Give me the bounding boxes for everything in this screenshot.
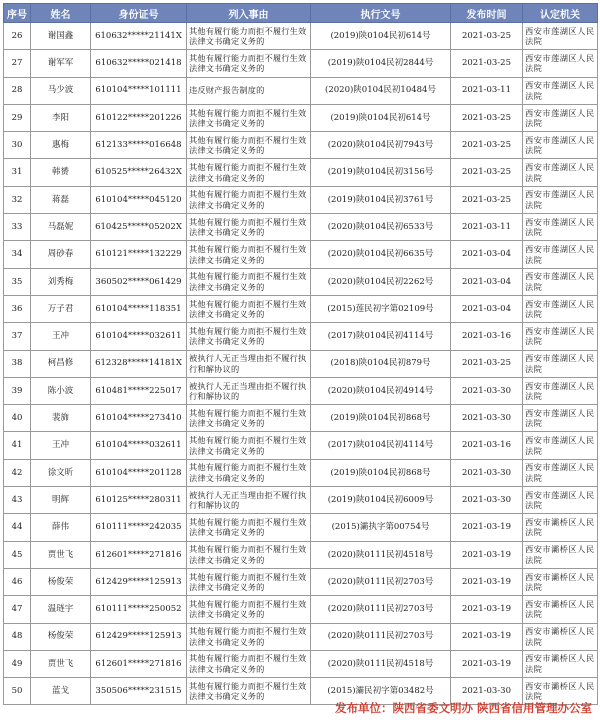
cell-name: 王冲	[31, 323, 91, 350]
cell-authority: 西安市莲湖区人民法院	[523, 350, 598, 377]
table-row	[4, 350, 598, 377]
header-case-number: 执行文号	[311, 4, 451, 23]
cell-index: 50	[4, 678, 31, 705]
cell-authority: 西安市莲湖区人民法院	[523, 432, 598, 459]
cell-reason: 其他有履行能力而拒不履行生效法律文书确定义务的	[187, 186, 311, 213]
cell-id-number: 610104*****045120	[91, 186, 187, 213]
cell-case-number: (2020)陕0104民初10484号	[311, 77, 451, 104]
cell-publish-date: 2021-03-19	[451, 514, 523, 541]
cell-name: 周砂春	[31, 241, 91, 268]
cell-index: 40	[4, 405, 31, 432]
cell-authority: 西安市莲湖区人民法院	[523, 405, 598, 432]
cell-authority: 西安市莲湖区人民法院	[523, 241, 598, 268]
cell-id-number: 612601*****271816	[91, 650, 187, 677]
cell-id-number: 610122*****201226	[91, 104, 187, 131]
cell-name: 谢国鑫	[31, 23, 91, 50]
cell-case-number: (2019)陕0104民初6009号	[311, 487, 451, 514]
cell-reason: 其他有履行能力而拒不履行生效法律文书确定义务的	[187, 432, 311, 459]
cell-id-number: 350506*****231515	[91, 678, 187, 705]
table-row	[4, 132, 598, 159]
table-row	[4, 77, 598, 104]
header-index: 序号	[4, 4, 31, 23]
cell-case-number: (2020)陕0104民初2262号	[311, 268, 451, 295]
table-row	[4, 214, 598, 241]
cell-authority: 西安市莲湖区人民法院	[523, 132, 598, 159]
cell-case-number: (2020)陕0104民初6635号	[311, 241, 451, 268]
cell-authority: 西安市莲湖区人民法院	[523, 459, 598, 486]
cell-name: 徐文昕	[31, 459, 91, 486]
cell-publish-date: 2021-03-04	[451, 241, 523, 268]
cell-id-number: 612429*****125913	[91, 568, 187, 595]
table-row	[4, 50, 598, 77]
cell-id-number: 610104*****201128	[91, 459, 187, 486]
cell-name: 马磊妮	[31, 214, 91, 241]
table-row	[4, 159, 598, 186]
cell-index: 49	[4, 650, 31, 677]
cell-reason: 被执行人无正当理由拒不履行执行和解协议的	[187, 377, 311, 404]
cell-index: 35	[4, 268, 31, 295]
cell-id-number: 612601*****271816	[91, 541, 187, 568]
cell-publish-date: 2021-03-19	[451, 568, 523, 595]
cell-id-number: 612429*****125913	[91, 623, 187, 650]
cell-name: 陈小波	[31, 377, 91, 404]
table-row	[4, 459, 598, 486]
cell-authority: 西安市莲湖区人民法院	[523, 159, 598, 186]
cell-name: 贾世飞	[31, 541, 91, 568]
cell-case-number: (2019)陕0104民初2844号	[311, 50, 451, 77]
cell-reason: 其他有履行能力而拒不履行生效法律文书确定义务的	[187, 568, 311, 595]
cell-name: 马少波	[31, 77, 91, 104]
cell-index: 36	[4, 295, 31, 322]
table-row	[4, 104, 598, 131]
cell-id-number: 610481*****225017	[91, 377, 187, 404]
cell-publish-date: 2021-03-25	[451, 159, 523, 186]
publisher-footer: 发布单位：陕西省委文明办 陕西省信用管理办公室	[334, 701, 592, 715]
cell-id-number: 610104*****101111	[91, 77, 187, 104]
table-row	[4, 377, 598, 404]
cell-authority: 西安市莲湖区人民法院	[523, 268, 598, 295]
table-header-row	[4, 4, 598, 23]
cell-name: 温琏宇	[31, 596, 91, 623]
cell-name: 薛伟	[31, 514, 91, 541]
table-row	[4, 323, 598, 350]
cell-authority: 西安市莲湖区人民法院	[523, 104, 598, 131]
cell-authority: 西安市莲湖区人民法院	[523, 186, 598, 213]
cell-index: 46	[4, 568, 31, 595]
cell-index: 37	[4, 323, 31, 350]
cell-case-number: (2015)灞执字第00754号	[311, 514, 451, 541]
table-row	[4, 432, 598, 459]
cell-index: 38	[4, 350, 31, 377]
cell-reason: 违反财产报告制度的	[187, 77, 311, 104]
cell-index: 44	[4, 514, 31, 541]
cell-id-number: 610425*****05202X	[91, 214, 187, 241]
table-row	[4, 514, 598, 541]
cell-index: 39	[4, 377, 31, 404]
dishonest-list-table-container	[3, 3, 597, 705]
cell-publish-date: 2021-03-25	[451, 132, 523, 159]
table-row	[4, 295, 598, 322]
header-publish-date: 发布时间	[451, 4, 523, 23]
cell-reason: 其他有履行能力而拒不履行生效法律文书确定义务的	[187, 405, 311, 432]
table-row	[4, 405, 598, 432]
cell-case-number: (2020)陕0104民初7943号	[311, 132, 451, 159]
cell-id-number: 360502*****061429	[91, 268, 187, 295]
cell-reason: 其他有履行能力而拒不履行生效法律文书确定义务的	[187, 514, 311, 541]
cell-reason: 其他有履行能力而拒不履行生效法律文书确定义务的	[187, 678, 311, 705]
cell-id-number: 610632*****021418	[91, 50, 187, 77]
cell-name: 蓝戈	[31, 678, 91, 705]
cell-name: 刘秀梅	[31, 268, 91, 295]
cell-name: 柯昌修	[31, 350, 91, 377]
cell-id-number: 610121*****132229	[91, 241, 187, 268]
cell-id-number: 610104*****273410	[91, 405, 187, 432]
cell-authority: 西安市莲湖区人民法院	[523, 77, 598, 104]
cell-publish-date: 2021-03-19	[451, 596, 523, 623]
cell-reason: 其他有履行能力而拒不履行生效法律文书确定义务的	[187, 623, 311, 650]
cell-index: 48	[4, 623, 31, 650]
cell-case-number: (2018)陕0104民初879号	[311, 350, 451, 377]
cell-index: 45	[4, 541, 31, 568]
cell-publish-date: 2021-03-30	[451, 405, 523, 432]
cell-case-number: (2019)陕0104民初3156号	[311, 159, 451, 186]
header-name: 姓名	[31, 4, 91, 23]
cell-name: 贾世飞	[31, 650, 91, 677]
cell-id-number: 610104*****118351	[91, 295, 187, 322]
cell-authority: 西安市莲湖区人民法院	[523, 295, 598, 322]
cell-publish-date: 2021-03-25	[451, 50, 523, 77]
cell-publish-date: 2021-03-25	[451, 186, 523, 213]
cell-index: 41	[4, 432, 31, 459]
cell-case-number: (2019)陕0104民初3761号	[311, 186, 451, 213]
cell-reason: 其他有履行能力而拒不履行生效法律文书确定义务的	[187, 104, 311, 131]
cell-id-number: 612133*****016648	[91, 132, 187, 159]
cell-reason: 其他有履行能力而拒不履行生效法律文书确定义务的	[187, 214, 311, 241]
cell-case-number: (2019)陕0104民初868号	[311, 459, 451, 486]
cell-id-number: 610125*****280311	[91, 487, 187, 514]
cell-name: 李阳	[31, 104, 91, 131]
cell-name: 蒋磊	[31, 186, 91, 213]
cell-publish-date: 2021-03-11	[451, 77, 523, 104]
table-row	[4, 596, 598, 623]
table-row	[4, 541, 598, 568]
cell-case-number: (2017)陕0104民初4114号	[311, 323, 451, 350]
table-row	[4, 487, 598, 514]
cell-reason: 其他有履行能力而拒不履行生效法律文书确定义务的	[187, 650, 311, 677]
cell-id-number: 612328*****14181X	[91, 350, 187, 377]
cell-id-number: 610104*****032611	[91, 323, 187, 350]
cell-reason: 其他有履行能力而拒不履行生效法律文书确定义务的	[187, 23, 311, 50]
cell-publish-date: 2021-03-25	[451, 23, 523, 50]
table-row	[4, 241, 598, 268]
cell-reason: 其他有履行能力而拒不履行生效法律文书确定义务的	[187, 295, 311, 322]
cell-authority: 西安市莲湖区人民法院	[523, 50, 598, 77]
cell-authority: 西安市莲湖区人民法院	[523, 23, 598, 50]
cell-reason: 其他有履行能力而拒不履行生效法律文书确定义务的	[187, 459, 311, 486]
cell-reason: 其他有履行能力而拒不履行生效法律文书确定义务的	[187, 241, 311, 268]
cell-reason: 其他有履行能力而拒不履行生效法律文书确定义务的	[187, 323, 311, 350]
cell-authority: 西安市灞桥区人民法院	[523, 650, 598, 677]
cell-publish-date: 2021-03-16	[451, 432, 523, 459]
cell-reason: 其他有履行能力而拒不履行生效法律文书确定义务的	[187, 541, 311, 568]
cell-case-number: (2020)陕0104民初6533号	[311, 214, 451, 241]
cell-index: 28	[4, 77, 31, 104]
cell-authority: 西安市灞桥区人民法院	[523, 596, 598, 623]
cell-publish-date: 2021-03-16	[451, 323, 523, 350]
cell-publish-date: 2021-03-04	[451, 295, 523, 322]
cell-publish-date: 2021-03-30	[451, 678, 523, 705]
cell-index: 30	[4, 132, 31, 159]
cell-publish-date: 2021-03-30	[451, 377, 523, 404]
cell-name: 韩赟	[31, 159, 91, 186]
cell-reason: 其他有履行能力而拒不履行生效法律文书确定义务的	[187, 50, 311, 77]
cell-authority: 西安市莲湖区人民法院	[523, 323, 598, 350]
table-row	[4, 186, 598, 213]
cell-name: 杨俊荣	[31, 568, 91, 595]
cell-authority: 西安市莲湖区人民法院	[523, 487, 598, 514]
dishonest-list-table	[3, 3, 598, 705]
cell-index: 31	[4, 159, 31, 186]
cell-case-number: (2020)陕0111民初4518号	[311, 541, 451, 568]
cell-publish-date: 2021-03-30	[451, 459, 523, 486]
cell-authority: 西安市灞桥区人民法院	[523, 678, 598, 705]
cell-index: 47	[4, 596, 31, 623]
cell-name: 明辉	[31, 487, 91, 514]
cell-name: 裴旆	[31, 405, 91, 432]
cell-reason: 其他有履行能力而拒不履行生效法律文书确定义务的	[187, 132, 311, 159]
cell-name: 谢军军	[31, 50, 91, 77]
cell-index: 26	[4, 23, 31, 50]
cell-id-number: 610111*****250052	[91, 596, 187, 623]
cell-publish-date: 2021-03-04	[451, 268, 523, 295]
cell-reason: 其他有履行能力而拒不履行生效法律文书确定义务的	[187, 596, 311, 623]
cell-case-number: (2015)莲民初字第02109号	[311, 295, 451, 322]
cell-publish-date: 2021-03-25	[451, 350, 523, 377]
cell-case-number: (2017)陕0104民初4114号	[311, 432, 451, 459]
header-reason: 列入事由	[187, 4, 311, 23]
cell-name: 杨俊荣	[31, 623, 91, 650]
table-row	[4, 568, 598, 595]
cell-case-number: (2020)陕0104民初4914号	[311, 377, 451, 404]
cell-publish-date: 2021-03-11	[451, 214, 523, 241]
cell-case-number: (2020)陕0111民初2703号	[311, 568, 451, 595]
cell-id-number: 610525*****26432X	[91, 159, 187, 186]
table-row	[4, 623, 598, 650]
header-authority: 认定机关	[523, 4, 598, 23]
cell-authority: 西安市莲湖区人民法院	[523, 377, 598, 404]
cell-reason: 其他有履行能力而拒不履行生效法律文书确定义务的	[187, 159, 311, 186]
cell-case-number: (2020)陕0111民初2703号	[311, 596, 451, 623]
cell-case-number: (2015)灞民初字第03482号	[311, 678, 451, 705]
cell-publish-date: 2021-03-19	[451, 623, 523, 650]
cell-name: 惠梅	[31, 132, 91, 159]
cell-case-number: (2020)陕0111民初4518号	[311, 650, 451, 677]
table-body	[4, 23, 598, 705]
cell-index: 42	[4, 459, 31, 486]
cell-index: 43	[4, 487, 31, 514]
cell-case-number: (2019)陕0104民初614号	[311, 104, 451, 131]
cell-name: 王冲	[31, 432, 91, 459]
cell-name: 万子君	[31, 295, 91, 322]
cell-index: 29	[4, 104, 31, 131]
cell-publish-date: 2021-03-30	[451, 487, 523, 514]
cell-case-number: (2020)陕0111民初2703号	[311, 623, 451, 650]
table-row	[4, 268, 598, 295]
cell-publish-date: 2021-03-25	[451, 104, 523, 131]
cell-authority: 西安市灞桥区人民法院	[523, 568, 598, 595]
cell-authority: 西安市灞桥区人民法院	[523, 514, 598, 541]
cell-index: 33	[4, 214, 31, 241]
cell-case-number: (2019)陕0104民初614号	[311, 23, 451, 50]
cell-id-number: 610104*****032611	[91, 432, 187, 459]
cell-publish-date: 2021-03-19	[451, 541, 523, 568]
cell-id-number: 610632*****21141X	[91, 23, 187, 50]
cell-case-number: (2019)陕0104民初868号	[311, 405, 451, 432]
table-row	[4, 650, 598, 677]
cell-index: 27	[4, 50, 31, 77]
cell-authority: 西安市灞桥区人民法院	[523, 623, 598, 650]
table-row	[4, 23, 598, 50]
cell-id-number: 610111*****242035	[91, 514, 187, 541]
cell-authority: 西安市灞桥区人民法院	[523, 541, 598, 568]
cell-authority: 西安市莲湖区人民法院	[523, 214, 598, 241]
cell-reason: 被执行人无正当理由拒不履行执行和解协议的	[187, 350, 311, 377]
cell-reason: 其他有履行能力而拒不履行生效法律文书确定义务的	[187, 268, 311, 295]
cell-index: 32	[4, 186, 31, 213]
header-id-number: 身份证号	[91, 4, 187, 23]
cell-publish-date: 2021-03-19	[451, 650, 523, 677]
cell-index: 34	[4, 241, 31, 268]
cell-reason: 被执行人无正当理由拒不履行执行和解协议的	[187, 487, 311, 514]
